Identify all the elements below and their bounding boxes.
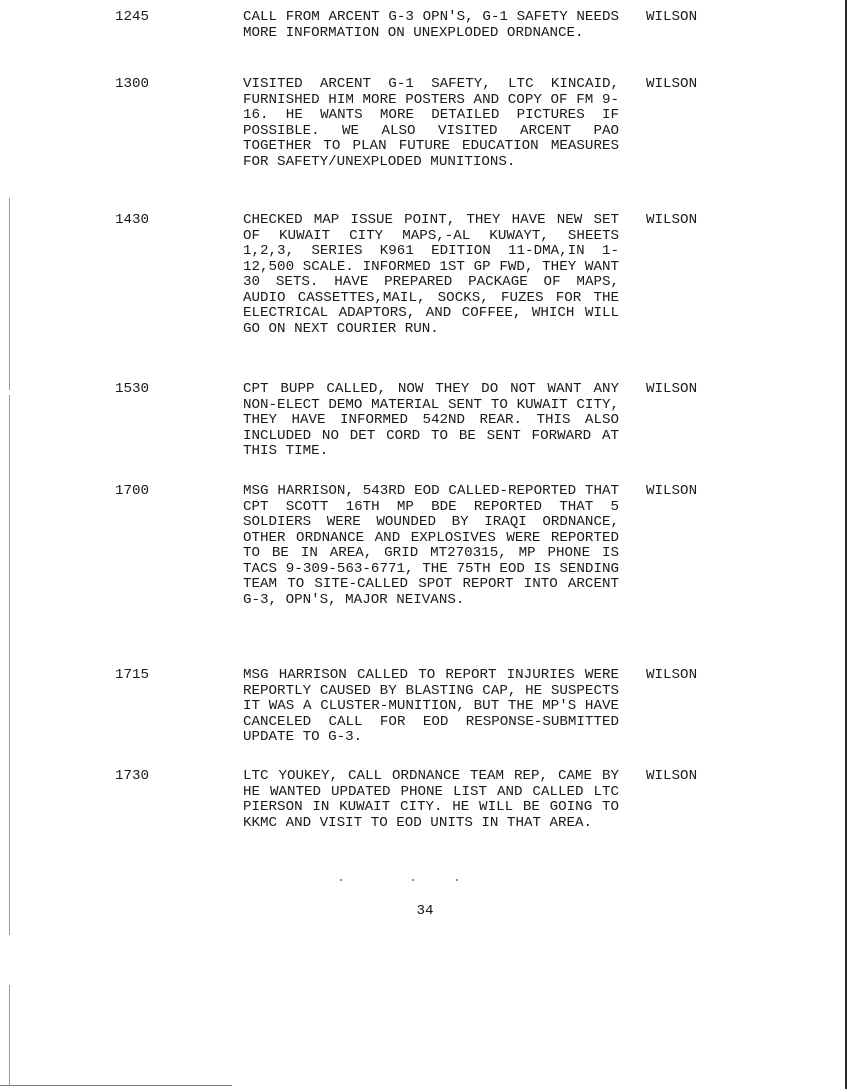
entry-recorder: WILSON (646, 212, 698, 228)
entry-recorder: WILSON (646, 483, 698, 499)
left-margin-scan-line (9, 985, 10, 1085)
right-edge-scan-border (845, 0, 847, 1089)
entry-recorder: WILSON (646, 667, 698, 683)
entry-recorder: WILSON (646, 76, 698, 92)
entry-time: 1700 (115, 483, 150, 499)
scan-specks (320, 876, 470, 884)
entry-recorder: WILSON (646, 9, 698, 25)
entry-time: 1245 (115, 9, 150, 25)
entry-text: CHECKED MAP ISSUE POINT, THEY HAVE NEW SET OF KUWAIT CITY MAPS,-AL KUWAYT, SHEETS 1,2,3, SERIES K961 EDITION 11-DMA,IN 1-12,500 SCALE. INFORMED 1ST GP FWD, THEY WANT 30 SETS. HAVE PREPARED PACKAGE OF MAPS, AUDIO CASSETTES,MAIL, SOCKS, FUZES FOR THE ELECTRICAL ADAPTORS, AND COFFEE, WHICH WILL GO ON NEXT COURIER RUN. (243, 212, 619, 337)
entry-recorder: WILSON (646, 768, 698, 784)
entry-text: MSG HARRISON, 543RD EOD CALLED-REPORTED THAT CPT SCOTT 16TH MP BDE REPORTED THAT 5 SOLDIERS WERE WOUNDED BY IRAQI ORDNANCE, OTHER ORDNANCE AND EXPLOSIVES WERE REPORTED TO BE IN AREA, GRID MT270315, MP PHONE IS TACS 9-309-563-6771, THE 75TH EOD IS SENDING TEAM TO SITE-CALLED SPOT REPORT INTO ARCENT G-3, OPN'S, MAJOR NEIVANS. (243, 483, 619, 608)
entry-text: MSG HARRISON CALLED TO REPORT INJURIES WERE REPORTLY CAUSED BY BLASTING CAP, HE SUSPECTS IT WAS A CLUSTER-MUNITION, BUT THE MP'S HAVE CANCELED CALL FOR EOD RESPONSE-SUBMITTED UPDATE TO G-3. (243, 667, 619, 745)
entry-time: 1730 (115, 768, 150, 784)
entry-time: 1300 (115, 76, 150, 92)
scan-speck (412, 879, 414, 881)
entry-text: CALL FROM ARCENT G-3 OPN'S, G-1 SAFETY NEEDS MORE INFORMATION ON UNEXPLODED ORDNANCE. (243, 9, 619, 41)
entry-text: LTC YOUKEY, CALL ORDNANCE TEAM REP, CAME BY HE WANTED UPDATED PHONE LIST AND CALLED LTC PIERSON IN KUWAIT CITY. HE WILL BE GOING TO KKMC AND VISIT TO EOD UNITS IN THAT AREA. (243, 768, 619, 831)
entry-text: CPT BUPP CALLED, NOW THEY DO NOT WANT ANY NON-ELECT DEMO MATERIAL SENT TO KUWAIT CITY, THEY HAVE INFORMED 542ND REAR. THIS ALSO INCLUDED NO DET CORD TO BE SENT FORWARD AT THIS TIME. (243, 381, 619, 459)
scan-speck (456, 879, 458, 881)
entry-time: 1430 (115, 212, 150, 228)
entry-time: 1530 (115, 381, 150, 397)
left-margin-scan-line (9, 198, 10, 390)
entry-recorder: WILSON (646, 381, 698, 397)
entry-time: 1715 (115, 667, 150, 683)
bottom-scan-line (0, 1085, 232, 1086)
left-margin-scan-line (9, 395, 10, 935)
page-number: 34 (416, 903, 434, 919)
scan-speck (340, 879, 342, 881)
entry-text: VISITED ARCENT G-1 SAFETY, LTC KINCAID, FURNISHED HIM MORE POSTERS AND COPY OF FM 9-16. HE WANTS MORE DETAILED PICTURES IF POSSIBLE. WE ALSO VISITED ARCENT PAO TOGETHER TO PLAN FUTURE EDUCATION MEASURES FOR SAFETY/UNEXPLODED MUNITIONS. (243, 76, 619, 170)
